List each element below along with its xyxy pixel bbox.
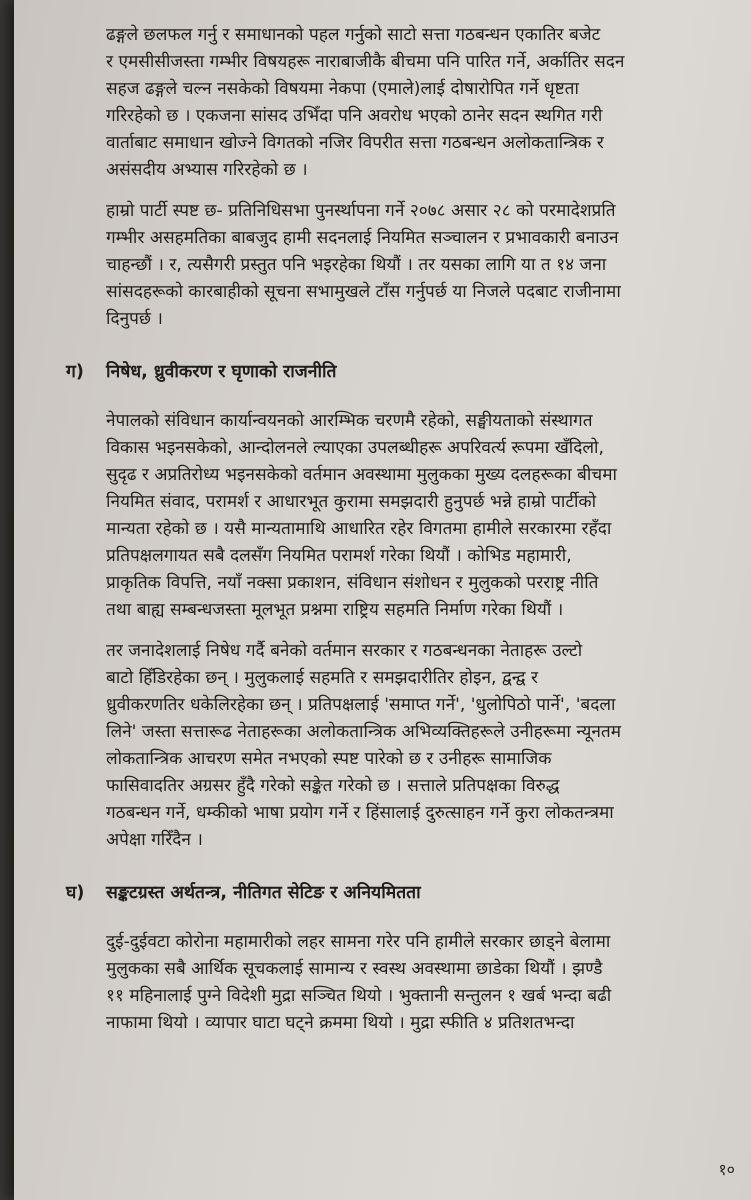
text-line: मुलुकका सबै आर्थिक सूचकलाई सामान्य र स्वस्थ अवस्थामा छाडेका थियौं । झण्डै: [106, 959, 603, 979]
document-body: [66, 22, 720, 1037]
text-line: ध्रुवीकरणतिर धकेलिरहेका छन् । प्रतिपक्षलाई 'समाप्त गर्ने', 'धुलोपिठो पार्ने', 'बदला: [106, 695, 616, 715]
text-line: ११ महिनालाई पुग्ने विदेशी मुद्रा सञ्चित थियो । भुक्तानी सन्तुलन १ खर्ब भन्दा बढी: [106, 986, 612, 1006]
text-line: दुई-दुईवटा कोरोना महामारीको लहर सामना गरेर पनि हामीले सरकार छाड्ने बेलामा: [106, 932, 611, 952]
text-line: हाम्रो पार्टी स्पष्ट छ- प्रतिनिधिसभा पुनर्स्थापना गर्ने २०७८ असार २८ को परमादेशप्रति: [106, 201, 616, 221]
section-heading-ga: [66, 359, 720, 386]
text-line: अपेक्षा गरिँदैन ।: [106, 830, 203, 850]
text-line: फासिवादतिर अग्रसर हुँदै गरेको सङ्केत गरेको छ । सत्ताले प्रतिपक्षका विरुद्ध: [106, 776, 560, 796]
text-line: तर जनादेशलाई निषेध गर्दै बनेको वर्तमान सरकार र गठबन्धनका नेताहरू उल्टो: [106, 641, 583, 661]
text-line: र एमसीसीजस्ता गम्भीर विषयहरू नाराबाजीकै बीचमा पनि पारित गर्ने, अर्कातिर सदन: [106, 52, 625, 72]
text-line: मान्यता रहेको छ । यसै मान्यतामाथि आधारित रहेर विगतमा हामीले सरकारमा रहँदा: [106, 519, 612, 539]
paragraph-party-stance: [106, 198, 720, 333]
section-title: सङ्कटग्रस्त अर्थतन्त्र, नीतिगत सेटिङ र अनियमितता: [106, 883, 421, 903]
text-line: नियमित संवाद, परामर्श र आधारभूत कुरामा समझदारी हुनुपर्छ भन्ने हाम्रो पार्टीको: [106, 492, 597, 512]
paragraph-ga-1: [106, 408, 720, 624]
section-heading-gha: [66, 880, 720, 907]
text-line: तथा बाह्य सम्बन्धजस्ता मूलभूत प्रश्नमा राष्ट्रिय सहमति निर्माण गरेका थियौं ।: [106, 600, 564, 620]
section-title: निषेध, ध्रुवीकरण र घृणाको राजनीति: [106, 362, 337, 382]
text-line: प्रतिपक्षलगायत सबै दलसँग नियमित परामर्श गरेका थियौं । कोभिड महामारी,: [106, 546, 572, 566]
paragraph-continuation: [106, 22, 720, 184]
text-line: सहज ढङ्गले चल्न नसकेको विषयमा नेकपा (एमाले)लाई दोषारोपित गर्ने धृष्टता: [106, 79, 579, 99]
text-line: नेपालको संविधान कार्यान्वयनको आरम्भिक चरणमै रहेको, सङ्घीयताको संस्थागत: [106, 411, 593, 431]
text-line: वार्ताबाट समाधान खोज्ने विगतको नजिर विपरीत सत्ता गठबन्धन अलोकतान्त्रिक र: [106, 133, 604, 153]
paragraph-ga-2: [106, 638, 720, 854]
text-line: नाफामा थियो । व्यापार घाटा घट्ने क्रममा थियो । मुद्रा स्फीति ४ प्रतिशतभन्दा: [106, 1013, 575, 1033]
text-line: गम्भीर असहमतिका बाबजुद हामी सदनलाई नियमित सञ्चालन र प्रभावकारी बनाउन: [106, 228, 619, 248]
text-line: बाटो हिँडिरहेका छन् । मुलुकलाई सहमति र समझदारीतिर होइन, द्वन्द्व र: [106, 668, 539, 688]
text-line: सुदृढ र अप्रतिरोध्य भइनसकेको वर्तमान अवस्थामा मुलुकका मुख्य दलहरूका बीचमा: [106, 465, 617, 485]
section-number: ग): [66, 362, 84, 382]
document-page: [14, 0, 751, 1200]
text-line: गरिरहेको छ । एकजना सांसद उभिँदा पनि अवरोध भएको ठानेर सदन स्थगित गरी: [106, 106, 603, 126]
text-line: सांसदहरूको कारबाहीको सूचना सभामुखले टाँस गर्नुपर्छ या निजले पदबाट राजीनामा: [106, 282, 621, 302]
text-line: लिने' जस्ता सत्तारूढ नेताहरूका अलोकतान्त्रिक अभिव्यक्तिहरूले उनीहरूमा न्यूनतम: [106, 722, 621, 742]
text-line: दिनुपर्छ ।: [106, 309, 163, 329]
page-number: १०: [718, 1160, 735, 1179]
text-line: असंसदीय अभ्यास गरिरहेको छ ।: [106, 160, 308, 180]
text-line: चाहन्छौं । र, त्यसैगरी प्रस्तुत पनि भइरहेका थियौं । तर यसका लागि या त १४ जना: [106, 255, 607, 275]
text-line: लोकतान्त्रिक आचरण समेत नभएको स्पष्ट पारेको छ र उनीहरू सामाजिक: [106, 749, 552, 769]
paragraph-gha-1: [106, 929, 720, 1037]
text-line: विकास भइनसकेको, आन्दोलनले ल्याएका उपलब्धीहरू अपरिवर्त्य रूपमा खँदिलो,: [106, 438, 604, 458]
text-line: प्राकृतिक विपत्ति, नयाँ नक्सा प्रकाशन, संविधान संशोधन र मुलुकको परराष्ट्र नीति: [106, 573, 599, 593]
section-number: घ): [66, 883, 85, 903]
text-line: गठबन्धन गर्ने, धम्कीको भाषा प्रयोग गर्ने र हिंसालाई दुरुत्साहन गर्ने कुरा लोकतन्त्रमा: [106, 803, 614, 823]
text-line: ढङ्गले छलफल गर्नु र समाधानको पहल गर्नुको साटो सत्ता गठबन्धन एकातिर बजेट: [106, 25, 601, 45]
